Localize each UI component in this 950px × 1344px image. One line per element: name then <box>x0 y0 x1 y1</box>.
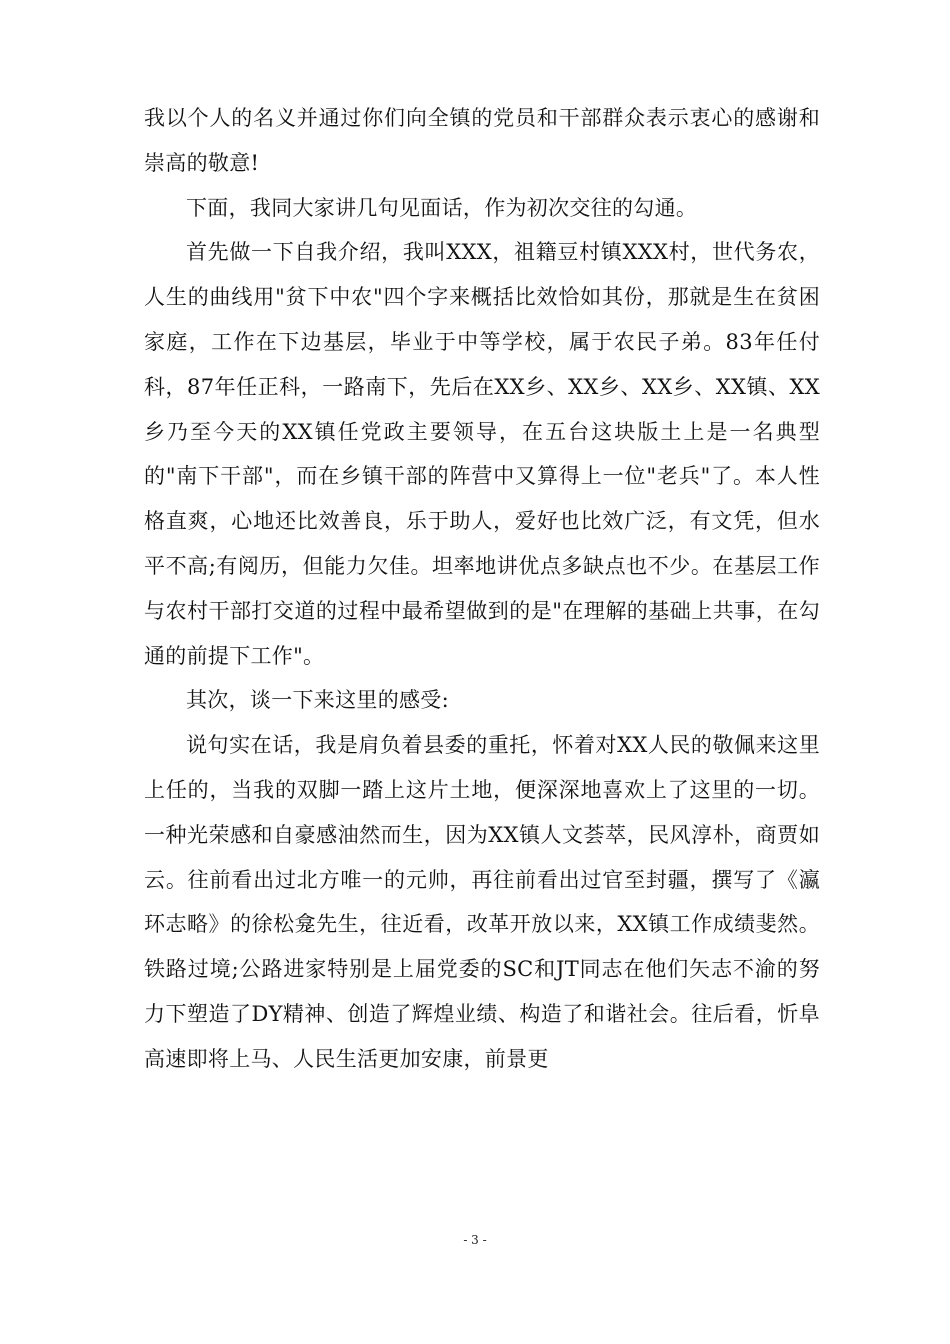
paragraph-5: 说句实在话，我是肩负着县委的重托，怀着对XX人民的敬佩来这里上任的，当我的双脚一踏上这片土地，便深深地喜欢上了这里的一切。一种光荣感和自豪感油然而生，因为XX镇人文荟萃，民风淳朴，商贾如云。往前看出过北方唯一的元帅，再往前看出过官至封疆，撰写了《瀛环志略》的徐松龛先生，往近看，改革开放以来，XX镇工作成绩斐然。铁路过境;公路进家特别是上届党委的SC和JT同志在他们矢志不渝的努力下塑造了DY精神、创造了辉煌业绩、构造了和谐社会。往后看，忻阜高速即将上马、人民生活更加安康，前景更 <box>144 733 820 1071</box>
paragraph-4: 其次，谈一下来这里的感受: <box>186 688 449 713</box>
paragraph-1: 我以个人的名义并通过你们向全镇的党员和干部群众表示衷心的感谢和崇高的敬意! <box>144 106 820 175</box>
document-body <box>144 96 820 1082</box>
paragraph-3: 首先做一下自我介绍，我叫XXX，祖籍豆村镇XXX村，世代务农，人生的曲线用"贫下中农"四个字来概括比效恰如其份，那就是生在贫困家庭，工作在下边基层，毕业于中等学校，属于农民子弟。83年任付科，87年任正科，一路南下，先后在XX乡、XX乡、XX乡、XX镇、XX乡乃至今天的XX镇任党政主要领导，在五台这块版土上是一名典型的"南下干部"，而在乡镇干部的阵营中又算得上一位"老兵"了。本人性格直爽，心地还比效善良，乐于助人，爱好也比效广泛，有文凭，但水平不高;有阅历，但能力欠佳。坦率地讲优点多缺点也不少。在基层工作与农村干部打交道的过程中最希望做到的是"在理解的基础上共事，在勾通的前提下工作"。 <box>144 240 820 668</box>
page-number: - 3 - <box>463 1233 487 1247</box>
paragraph-2: 下面，我同大家讲几句见面话，作为初次交往的勾通。 <box>186 195 698 220</box>
